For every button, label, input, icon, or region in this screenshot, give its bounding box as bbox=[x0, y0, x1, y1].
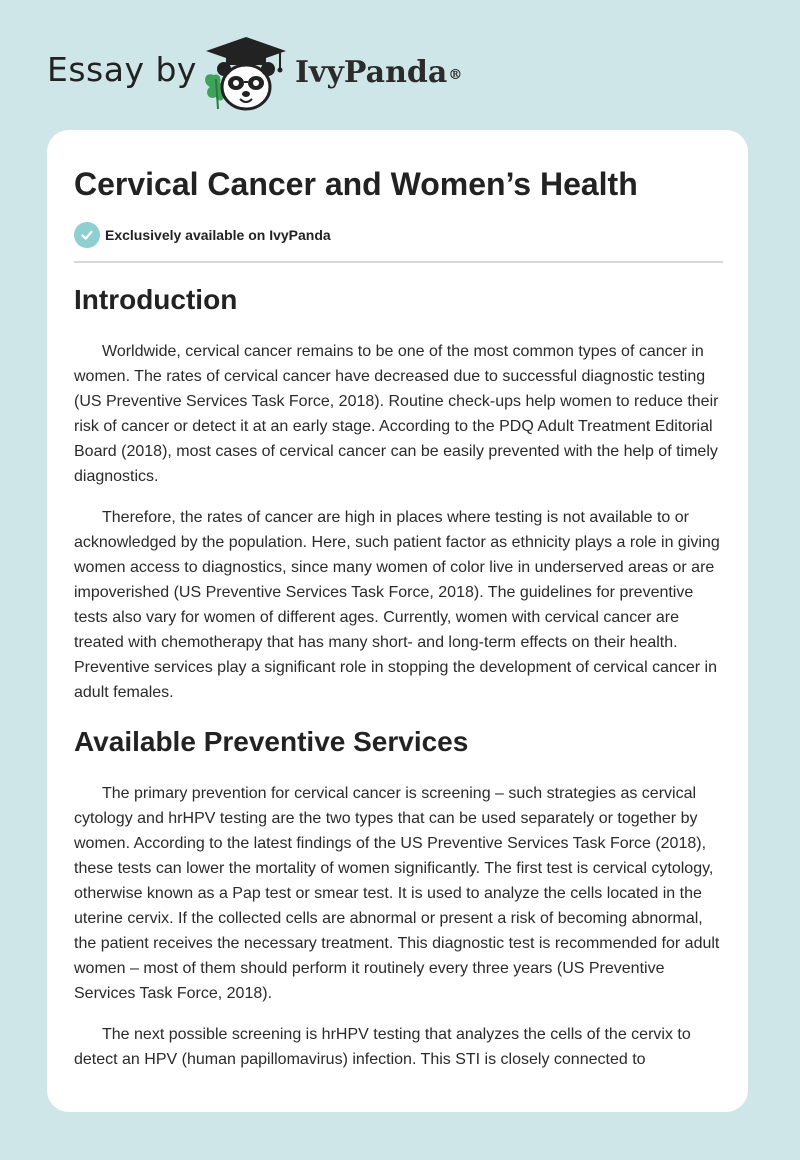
brand-name-text: IvyPanda bbox=[295, 55, 448, 90]
section-heading-introduction: Introduction bbox=[74, 284, 238, 315]
essay-title: Cervical Cancer and Women’s Health bbox=[74, 166, 638, 202]
brand-name[interactable] bbox=[295, 53, 462, 93]
section-heading-preventive-services: Available Preventive Services bbox=[74, 726, 469, 757]
essay-by-label: Essay by bbox=[47, 50, 197, 89]
paragraph: Therefore, the rates of cancer are high in places where testing is not available to or acknowledged by the population. Here, such patient factor as ethnicity plays a role in giving women access to diagnostics, since many women of color live in underserved areas or are impoverished (US Preventive Services Task Force, 2018). The guidelines for preventive tests also vary for women of different ages. Currently, women with cervical cancer are treated with chemotherapy that has many short- and long-term effects on their health. Preventive services play a significant role in stopping the development of cervical cancer in adult females. bbox=[74, 509, 720, 701]
essay-card bbox=[47, 130, 748, 1112]
title-divider bbox=[74, 261, 723, 263]
paragraph: Worldwide, cervical cancer remains to be one of the most common types of cancer in women. The rates of cervical cancer have decreased due to successful diagnostic testing (US Preventive Services Task Force, 2018). Routine check-ups help women to reduce their risk of cancer or detect it at an early stage. According to the PDQ Adult Treatment Editorial Board (2018), most cases of cervical cancer can be easily prevented with the help of timely diagnostics. bbox=[74, 343, 719, 485]
exclusive-label: Exclusively available on IvyPanda bbox=[105, 227, 331, 243]
exclusive-badge bbox=[74, 222, 331, 248]
paragraph: The primary prevention for cervical cancer is screening – such strategies as cervical cytology and hrHPV testing are the two types that can be used separately or together by women. According to the latest findings of the US Preventive Services Task Force (2018), these tests can lower the mortality of women significantly. The first test is cervical cytology, otherwise known as a Pap test or smear test. It is used to analyze the cells located in the uterine cervix. If the collected cells are abnormal or present a risk of becoming abnormal, the patient receives the necessary treatment. This diagnostic test is recommended for adult women – most of them should perform it routinely every three years (US Preventive Services Task Force, 2018). bbox=[74, 785, 720, 1002]
registered-mark: ® bbox=[448, 67, 463, 83]
essay-body bbox=[74, 283, 726, 1088]
check-icon bbox=[74, 222, 100, 248]
paragraph: The next possible screening is hrHPV testing that analyzes the cells of the cervix to detect an HPV (human papillomavirus) infection. This STI is closely connected to bbox=[74, 1026, 691, 1068]
site-header bbox=[0, 0, 800, 125]
panda-logo-icon[interactable] bbox=[200, 35, 292, 113]
